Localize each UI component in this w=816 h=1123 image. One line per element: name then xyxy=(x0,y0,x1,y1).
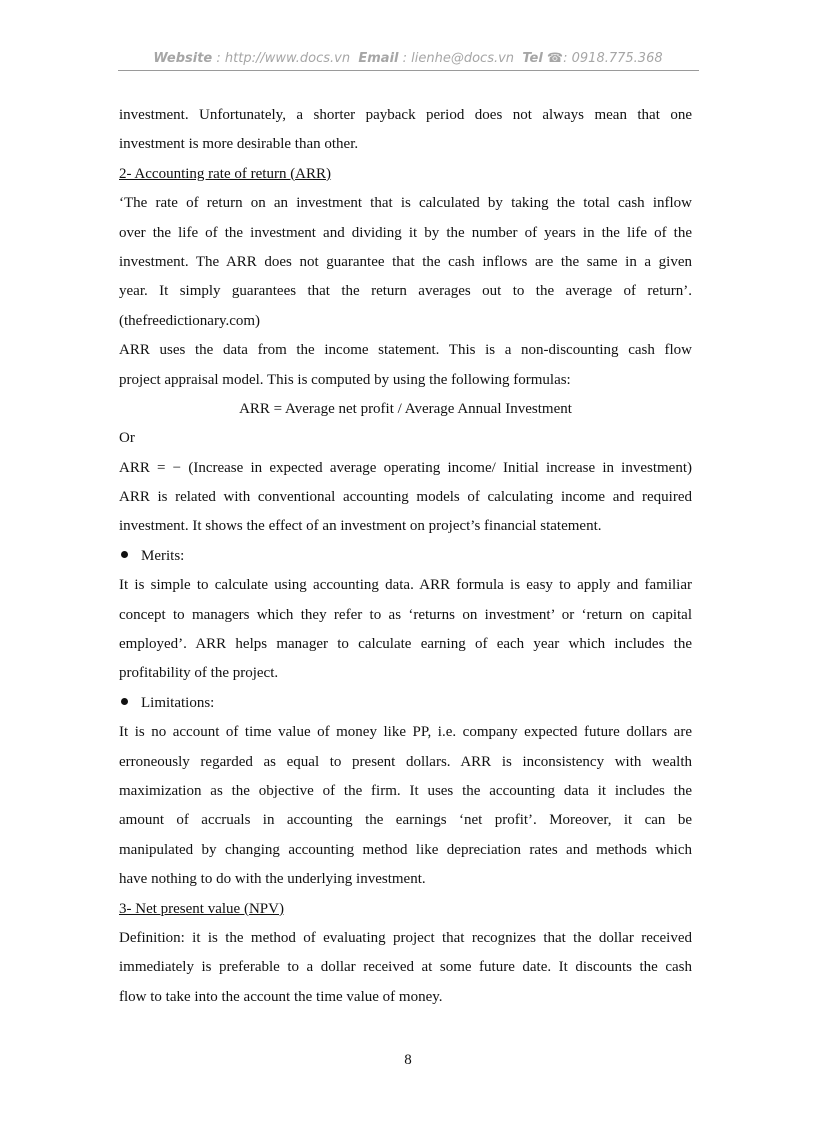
header-tel-value: : 0918.775.368 xyxy=(563,51,663,66)
bullet-icon xyxy=(121,698,128,705)
body-line: (thefreedictionary.com) xyxy=(119,312,261,329)
formula-arr: ARR = Average net profit / Average Annual Investment xyxy=(239,400,572,417)
header-divider xyxy=(118,70,699,71)
body-line: project appraisal model. This is computed by using the following formulas: xyxy=(119,371,571,388)
body-line: profitability of the project. xyxy=(119,665,279,682)
body-line: investment. Unfortunately, a shorter payback period does not always mean that one xyxy=(119,107,692,123)
body-line: manipulated by changing accounting method like depreciation rates and methods which xyxy=(119,841,692,858)
body-line: year. It simply guarantees that the return averages out to the average of return’. xyxy=(119,283,692,300)
body-line: It is no account of time value of money like PP, i.e. company expected future dollars are xyxy=(119,724,692,741)
formula-arr-alt: ARR = − (Increase in expected average operating income/ Initial increase in investment) xyxy=(119,459,692,476)
body-line: maximization as the objective of the firm. It uses the accounting data it includes the xyxy=(119,782,692,799)
body-line: investment is more desirable than other. xyxy=(119,136,359,153)
body-line: Or xyxy=(119,430,135,447)
body-line: immediately is preferable to a dollar received at some future date. It discounts the cash xyxy=(119,959,692,976)
body-line: erroneously regarded as equal to present dollars. ARR is inconsistency with wealth xyxy=(119,753,692,770)
bullet-label: Merits: xyxy=(141,547,185,564)
header-email-label: Email xyxy=(358,51,399,66)
body-line: investment. It shows the effect of an investment on project’s financial statement. xyxy=(119,518,602,535)
header-tel-label: Tel xyxy=(522,51,543,66)
body-line: It is simple to calculate using accounting data. ARR formula is easy to apply and familiar xyxy=(119,577,692,594)
body-line: ARR uses the data from the income statement. This is a non-discounting cash flow xyxy=(119,342,692,359)
page-header xyxy=(0,51,816,66)
body-line: over the life of the investment and dividing it by the number of years in the life of the xyxy=(119,224,692,241)
header-website-value[interactable]: : http://www.docs.vn xyxy=(216,51,351,66)
body-line: investment. The ARR does not guarantee that the cash inflows are the same in a given xyxy=(119,253,692,270)
body-line: ARR is related with conventional accounting models of calculating income and required xyxy=(119,489,692,506)
bullet-icon xyxy=(121,551,128,558)
body-line: amount of accruals in accounting the earnings ‘net profit’. Moreover, it can be xyxy=(119,812,692,829)
body-line: flow to take into the account the time value of money. xyxy=(119,988,443,1005)
header-email-value[interactable]: : lienhe@docs.vn xyxy=(402,51,515,66)
body-line: ‘The rate of return on an investment that is calculated by taking the total cash inflow xyxy=(119,195,692,212)
body-line: employed’. ARR helps manager to calculate earning of each year which includes the xyxy=(119,636,692,653)
header-website-label: Website xyxy=(153,51,213,66)
body-line: have nothing to do with the underlying investment. xyxy=(119,871,426,888)
bullet-item-merits xyxy=(119,542,692,571)
page-number: 8 xyxy=(404,1052,412,1068)
section-heading-arr: 2- Accounting rate of return (ARR) xyxy=(119,165,332,182)
document-body xyxy=(119,101,692,1012)
body-line: concept to managers which they refer to as ‘returns on investment’ or ‘return on capital xyxy=(119,606,692,623)
body-line: Definition: it is the method of evaluating project that recognizes that the dollar received xyxy=(119,929,692,946)
phone-icon: ☎ xyxy=(546,51,564,66)
section-heading-npv: 3- Net present value (NPV) xyxy=(119,900,284,917)
bullet-item-limitations xyxy=(119,689,692,718)
bullet-label: Limitations: xyxy=(141,694,215,711)
